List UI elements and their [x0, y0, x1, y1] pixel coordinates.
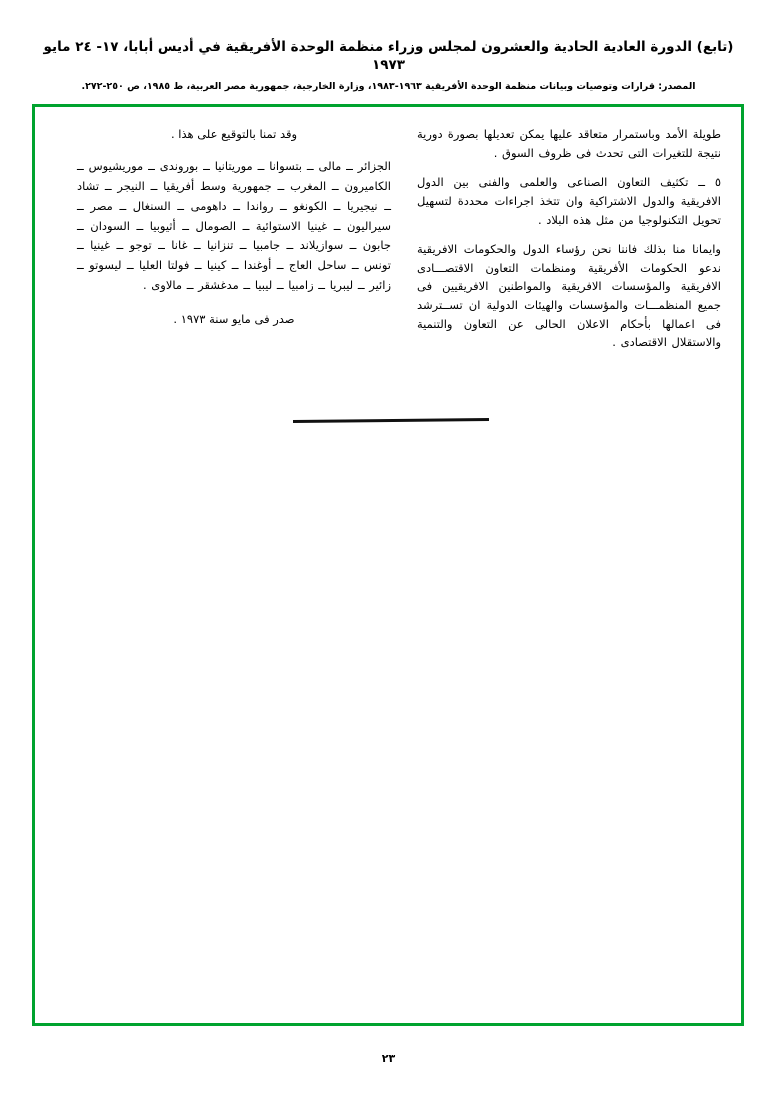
- paragraph-technology-cooperation: ٥ ــ تكثيف التعاون الصناعى والعلمى والفنى بين الدول الافريقية والدول الاشتراكية وان تتخذ اجراءات محددة لتسهيل تحويل التكنولوجيا من مثل هذه البلاد .: [417, 175, 721, 227]
- content-frame: [32, 104, 744, 1026]
- text-columns: [35, 125, 747, 425]
- paragraph-declaration-commitment: وايمانا منا بذلك فاننا نحن رؤساء الدول والحكومات الافريقية ندعو الحكومات الأفريقية ومنظمات التعاون الاقتصـــادى الافريقية والمؤسسات الافريقية والمواطنين الافريقيين فى جميع المنظمـــات والمؤسسات والهيئات الدولية ان تســترشد فى اعمالها بأحكام الاعلان الحالى عن التعاون والتنمية والاستقلال الاقتصادى .: [417, 242, 721, 350]
- paragraph-market-conditions: طويلة الأمد وباستمرار متعاقد عليها يمكن تعديلها بصورة دورية نتيجة للتغيرات التى تحدث فى ظروف السوق .: [417, 127, 721, 160]
- signatory-country-list: الجزائر ــ مالى ــ بتسوانا ــ موريتانيا ــ بوروندى ــ موريشيوس ــ الكاميرون ــ المغرب ــ جمهورية وسط أفريقيا ــ النيجر ــ تشاد ــ نيجيريا ــ الكونغو ــ رواندا ــ داهومى ــ السنغال ــ مصر ــ سيراليون ــ غينيا الاستوائية ــ الصومال ــ أثيوبيا ــ السودان ــ جابون ــ سوازيلاند ــ جامبيا ــ تنزانيا ــ غانا ــ توجو ــ غينيا ــ تونس ــ ساحل العاج ــ أوغندا ــ كينيا ــ فولتا العليا ــ ليسوتو ــ زائير ــ ليبريا ــ زامبيا ــ ليبيا ــ مدغشقر ــ مالاوى .: [77, 159, 391, 292]
- page-header: [0, 38, 777, 94]
- page-number: ٢٣: [381, 1052, 396, 1065]
- issue-date-line: صدر فى مايو سنة ١٩٧٣ .: [173, 311, 295, 326]
- column-left: [77, 125, 407, 425]
- header-source: المصدر: قرارات وتوصيات وبيانات منظمة الوحدة الأفريقية ١٩٦٣-١٩٨٣، وزارة الخارجية، جمهورية مصر العربية، ط ١٩٨٥، ص ٢٥٠-٢٧٢.: [81, 81, 696, 93]
- header-title: (تابع) الدورة العادية الحادية والعشرون لمجلس وزراء منظمة الوحدة الأفريقية في أديس أبابا، ١٧- ٢٤ مايو ١٩٧٣: [43, 39, 734, 74]
- column-right: [407, 125, 725, 425]
- signature-intro-line: وقد تمنا بالتوقيع على هذا .: [170, 127, 298, 141]
